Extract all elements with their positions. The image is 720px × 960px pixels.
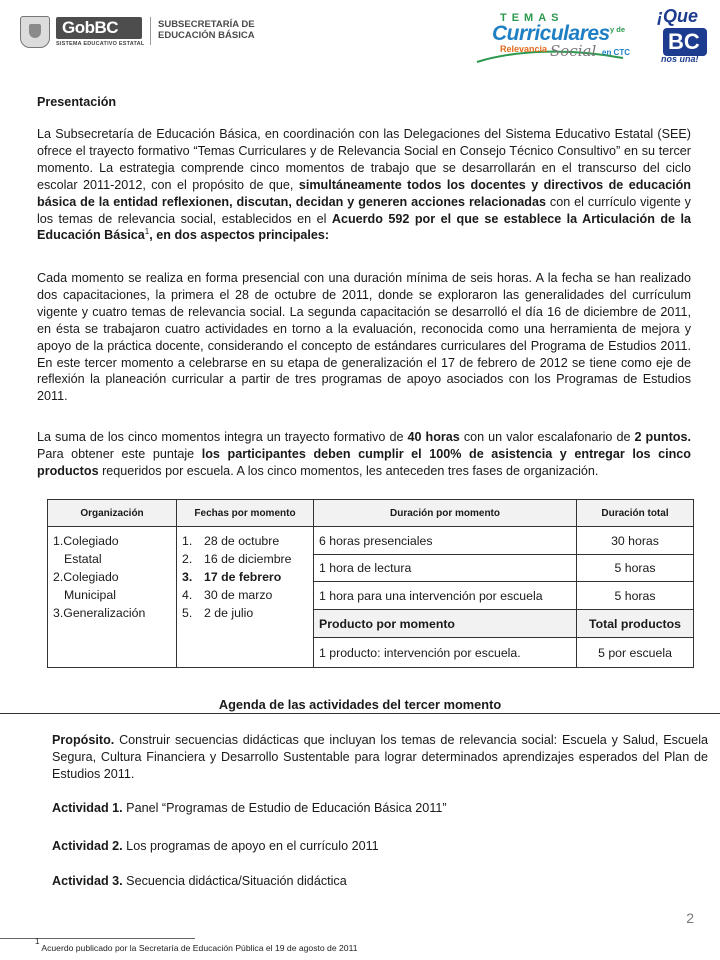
logo-en-ctc: en CTC [602,48,630,57]
bold-run: simultáneamente todos los docentes y directivos de educación básica de la entidad reflexionen, discutan, decidan y generen acciones relacionadas [37,177,691,209]
list-item [182,568,308,586]
text-run: requeridos por escuela. A los cinco momentos, les anteceden tres fases de organización. [98,463,599,478]
date-text: 17 de febrero [204,570,282,584]
activity-text: Secuencia didáctica/Situación didáctica [122,874,347,888]
bold-run: los participantes deben cumplir el 100% de asistencia y entregar los cinco productos [37,446,691,478]
list-item: 3.Generalización [53,606,146,620]
page-number: 2 [686,910,694,926]
logo-bc: BC [668,29,700,54]
list-number: 5. [182,606,193,620]
table-header-row [48,500,694,527]
activity-label: Actividad 2. [52,839,123,853]
duracion-cell: 6 horas presenciales [314,527,577,555]
footnote-ref[interactable]: 1 [144,227,150,237]
list-item [182,532,308,550]
activity-text: Los programas de apoyo en el currículo 2011 [122,839,379,853]
text-run: con el currículo vigente y los temas de relevancia social, establecidos en el [37,194,691,226]
intro-paragraph [37,126,691,244]
purpose-paragraph [52,732,708,783]
schedule-table [47,499,694,668]
bold-run: , en dos aspectos principales: [149,228,330,243]
text-run: La Subsecretaría de Educación Básica, en coordinación con las Delegaciones del Sistema Educativo Estatal (SEE) ofrece el trayecto formativo “Temas Curriculares y de Relevancia Social en Consejo Técnico Consultivo” en su tercer momento. La estrategia comprende cinco momentos de trabajo que se desarrollarán en el transcurso del ciclo escolar 2011-2012, con el propósito de que, [37,127,691,192]
activity-2 [52,838,708,855]
bold-run: Acuerdo 592 por el que se establece la Articulación de la Educación Básica [37,211,691,243]
column-header: Organización [48,500,177,527]
state-seal-icon [20,16,50,48]
subsecretaria-label [158,19,268,41]
text-run: con un valor escalafonario de [459,430,635,444]
logo-temas: TEMAS [500,12,564,24]
purpose-text: Construir secuencias didácticas que incluyan los temas de relevancia social: Escuela y Salud, Escuela Segura, Cultura Financiera y Desarrollo Sustentable para lograr determinados aprendizajes esperados del Plan de Estudios 2011. [52,733,708,781]
text-run: Para obtener este puntaje [37,446,202,461]
product-total-header-cell: Total productos [577,610,694,638]
purpose-label: Propósito. [52,733,115,747]
date-text: 30 de marzo [204,588,273,602]
date-text: 28 de octubre [204,534,280,548]
section-heading: Presentación [37,95,117,109]
fechas-list [182,532,308,622]
gobbc-subtext: SISTEMA EDUCATIVO ESTATAL [56,41,145,47]
logo-y-de: y de [610,25,626,34]
agenda-divider [0,713,720,714]
product-total-cell: 5 por escuela [577,638,694,668]
list-item [182,604,308,622]
list-item: 1.Colegiado [53,534,119,548]
activity-text: Panel “Programas de Estudio de Educación Básica 2011” [122,801,447,815]
organizacion-cell [48,527,177,668]
temas-curriculares-logo [470,4,715,70]
moments-paragraph: Cada momento se realiza en forma presencial con una duración mínima de seis horas. A la fecha se han realizado dos capacitaciones, la primera el 28 de octubre de 2011, donde se exploraron las generalidades del currículum vigente y cuatro temas de relevancia social. La segunda capacitación se desarrolló el día 16 de diciembre de 2011, en ésta se trabajaron cuatro actividades en torno a la evaluación, reconocida como una herramienta de mejora y apoyo de la práctica docente, considerando el concepto de estándares curriculares del Programa de Estudios 2011. En este tercer momento a celebrarse en su etapa de generalización el 17 de febrero de 2012 se tiene como eje de reflexión la planeación curricular a partir de tres programas de apoyo asociados con los Programas de Estudios 2011. [37,271,691,404]
date-text: 2 de julio [204,606,254,620]
total-cell: 30 horas [577,527,694,555]
gobbc-logo-box [56,17,142,39]
list-number: 3. [182,570,193,584]
activity-1 [52,800,708,817]
hours-paragraph [37,429,691,480]
text-run: La suma de los cinco momentos integra un trayecto formativo de [37,430,408,444]
total-cell: 5 horas [577,582,694,610]
table-row [48,527,694,555]
list-item [182,586,308,604]
list-number: 1. [182,534,193,548]
product-header-cell: Producto por momento [314,610,577,638]
list-item [182,550,308,568]
fechas-cell [177,527,314,668]
activity-3 [52,873,708,890]
list-number: 4. [182,588,193,602]
activity-label: Actividad 3. [52,874,123,888]
footnote-mark: 1 [35,937,40,947]
list-number: 2. [182,552,193,566]
gobbc-header-logo [20,14,270,50]
bold-run: 40 horas [407,430,460,444]
gobbc-logo-text: GobBC [62,18,119,37]
logo-bc-box [663,28,707,56]
logo-curriculares: Curriculares [492,22,610,45]
footnote [35,937,358,953]
logo-relevancia: Relevancia [500,44,548,54]
agenda-title: Agenda de las actividades del tercer momento [218,697,502,712]
duracion-cell: 1 hora de lectura [314,555,577,582]
list-item: Municipal [64,588,116,602]
total-cell: 5 horas [577,555,694,582]
column-header: Fechas por momento [177,500,314,527]
footnote-text: Acuerdo publicado por la Secretaría de Educación Pública el 19 de agosto de 2011 [39,943,358,953]
logo-que: ¡Que [657,6,699,26]
column-header: Duración total [577,500,694,527]
duracion-cell: 1 hora para una intervención por escuela [314,582,577,610]
column-header: Duración por momento [314,500,577,527]
subsecretaria-text: SUBSECRETARÍA DE EDUCACIÓN BÁSICA [158,19,255,41]
footnote-divider [0,938,195,939]
logo-nos-una: nos una! [661,54,699,64]
logo-social: Social [550,42,597,60]
bold-run: 2 puntos. [634,430,691,444]
list-item: 2.Colegiado [53,570,119,584]
list-item: Estatal [64,552,102,566]
organizacion-list [53,532,171,622]
que-bc-nos-una-logo [655,4,715,68]
activity-label: Actividad 1. [52,801,123,815]
logo-divider [150,17,151,45]
date-text: 16 de diciembre [204,552,292,566]
product-cell: 1 producto: intervención por escuela. [314,638,577,668]
